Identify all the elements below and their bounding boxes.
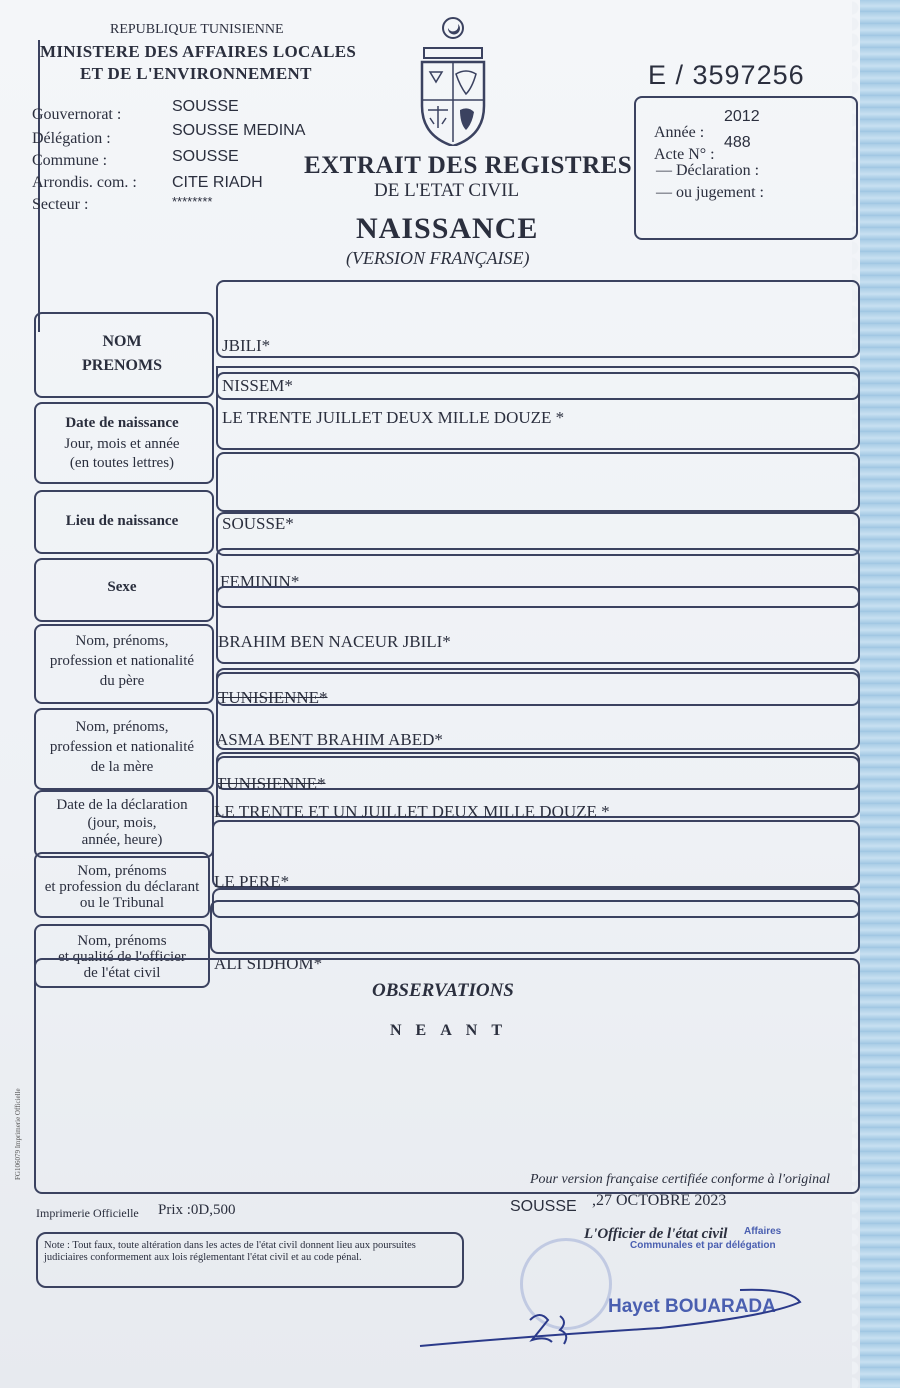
sexe-value: FEMININ* — [220, 572, 300, 591]
lieu-label: Lieu de naissance — [65, 513, 179, 529]
secteur-value: ******** — [172, 194, 213, 209]
gouvernorat-value: SOUSSE — [172, 98, 239, 115]
title-etat-civil: DE L'ETAT CIVIL — [374, 180, 520, 201]
signature-icon — [410, 1276, 810, 1360]
mere-label2: profession et nationalité — [49, 739, 195, 755]
side-code: FG106079 Imprimerie Officielle — [14, 1088, 22, 1180]
delegation-label: Délégation : — [32, 130, 111, 147]
date-naissance-value: LE TRENTE JUILLET DEUX MILLE DOUZE * — [222, 408, 565, 427]
serial-number: E / 3597256 — [648, 60, 805, 90]
commune-label: Commune : — [32, 152, 108, 169]
declaration-label3: année, heure) — [81, 832, 163, 848]
mere-nationalite: TUNISIENNE* — [216, 774, 326, 793]
date-naissance-label: Date de naissance — [65, 415, 179, 431]
title-version: (VERSION FRANÇAISE) — [346, 248, 530, 268]
ministry-line2: ET DE L'ENVIRONNEMENT — [80, 64, 312, 83]
pere-label1: Nom, prénoms, — [75, 633, 169, 649]
arrondissement-value: CITE RIADH — [172, 174, 263, 191]
jugement-label: — ou jugement : — [656, 184, 764, 201]
lieu-value-box-top — [216, 452, 860, 512]
annee-value: 2012 — [724, 108, 760, 125]
officier-label1: Nom, prénoms — [77, 933, 167, 949]
ministry-line1: MINISTERE DES AFFAIRES LOCALES — [40, 42, 357, 61]
secteur-label: Secteur : — [32, 196, 89, 213]
pere-label3: du père — [99, 673, 145, 689]
date-text: ,27 OCTOBRE 2023 — [592, 1192, 727, 1209]
officer-stamp-text: Affaires — [744, 1226, 782, 1237]
delegation-value: SOUSSE MEDINA — [172, 122, 306, 139]
decorative-edge — [860, 0, 900, 1388]
printer-label: Imprimerie Officielle — [36, 1206, 139, 1220]
acte-value: 488 — [724, 134, 751, 151]
republic-label: REPUBLIQUE TUNISIENNE — [110, 22, 284, 37]
officer-title: L'Officier de l'état civil — [584, 1226, 728, 1242]
pere-value-box — [216, 586, 860, 664]
declarant-value-box — [212, 820, 860, 888]
officier-label3: de l'état civil — [83, 965, 161, 981]
nom-value-box — [216, 280, 860, 358]
note-text: Note : Tout faux, toute altération dans les actes de l'état civil donnent lieu aux poursuites judiciaires conformement aux lois réglementant l'état civil et au code pénal. — [44, 1240, 416, 1263]
pere-nationalite: TUNISIENNE* — [218, 688, 328, 707]
declaration-label: — Déclaration : — [656, 162, 760, 179]
acte-label: Acte N° : — [654, 146, 715, 163]
observations-value: NEANT — [390, 1022, 517, 1039]
declarant-value: LE PERE* — [214, 872, 290, 891]
place-text: SOUSSE — [510, 1198, 577, 1215]
declarant-label3: ou le Tribunal — [79, 895, 165, 911]
pere-value: BRAHIM BEN NACEUR JBILI* — [218, 632, 451, 651]
officer-sub: Communales et par délégation — [630, 1240, 776, 1251]
nom-value: JBILI* — [222, 336, 271, 355]
date-naissance-sub1: Jour, mois et année — [64, 436, 180, 452]
title-extrait: EXTRAIT DES REGISTRES — [304, 152, 633, 179]
pere-label2: profession et nationalité — [49, 653, 195, 669]
price-label: Prix :0D,500 — [158, 1202, 236, 1218]
lieu-value: SOUSSE* — [222, 514, 294, 533]
officier-label2: et qualité de l'officier — [58, 949, 186, 965]
mere-label1: Nom, prénoms, — [75, 719, 169, 735]
nom-label: NOM — [102, 333, 142, 350]
annee-label: Année : — [654, 124, 705, 141]
officier-value: ALI SIDHOM* — [214, 954, 323, 973]
mere-value: ASMA BENT BRAHIM ABED* — [216, 730, 443, 749]
declarant-label2: et profession du déclarant — [44, 879, 200, 895]
officer-name: Hayet BOUARADA — [608, 1296, 776, 1317]
officier-value-box — [210, 900, 860, 954]
prenoms-label: PRENOMS — [82, 357, 162, 374]
declaration-label2: (jour, mois, — [87, 815, 157, 831]
gouvernorat-label: Gouvernorat : — [32, 106, 122, 123]
date-naissance-sub2: (en toutes lettres) — [69, 455, 175, 471]
arrondissement-label: Arrondis. com. : — [32, 174, 137, 191]
nom-label-box — [34, 312, 214, 398]
coat-of-arms-icon — [412, 14, 494, 146]
certified-text: Pour version française certifiée conforme à l'original — [530, 1172, 831, 1187]
declarant-label1: Nom, prénoms — [77, 863, 167, 879]
sexe-label: Sexe — [107, 579, 137, 595]
mere-label3: de la mère — [90, 759, 154, 775]
declaration-label1: Date de la déclaration — [56, 797, 188, 813]
commune-value: SOUSSE — [172, 148, 239, 165]
title-naissance: NAISSANCE — [356, 212, 539, 245]
observations-title: OBSERVATIONS — [372, 980, 514, 1001]
declaration-value: LE TRENTE ET UN JUILLET DEUX MILLE DOUZE * — [214, 802, 610, 821]
prenoms-value: NISSEM* — [222, 376, 293, 395]
